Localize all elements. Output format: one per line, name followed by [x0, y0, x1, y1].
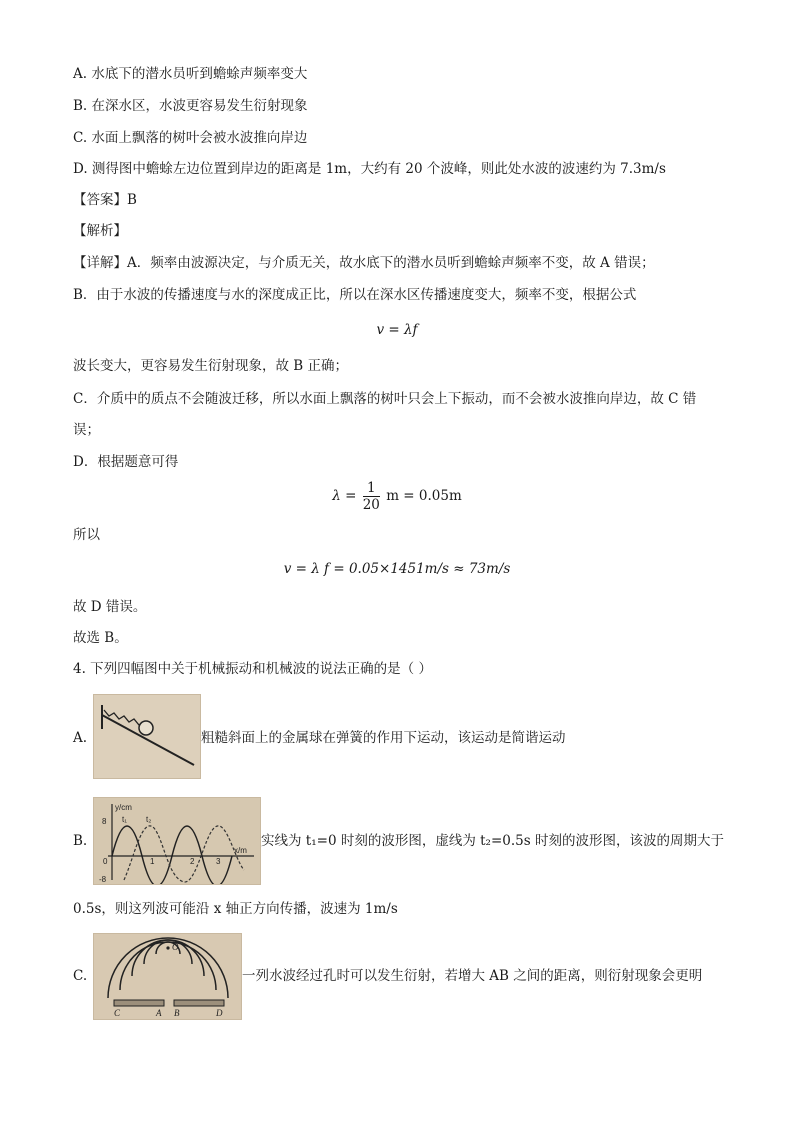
wave-y-label: y/cm — [115, 803, 132, 812]
point-b-label: B — [174, 1008, 180, 1018]
q4-option-c-text: 一列水波经过孔时可以发生衍射，若增大 AB 之间的距离，则衍射现象会更明 — [242, 968, 703, 984]
wave-graph-figure — [93, 797, 261, 885]
d-conclusion: 故 D 错误。 — [73, 599, 147, 615]
analysis-b: B．由于水波的传播速度与水的深度成正比，所以在深水区传播速度变大，频率不变，根据公式 — [73, 287, 637, 303]
formula-wavelength-right: m = 0.05m — [386, 488, 462, 504]
diffraction-figure — [93, 933, 242, 1020]
question4-stem: 4. 下列四幅图中关于机械振动和机械波的说法正确的是（ ） — [73, 661, 432, 677]
diffraction-drawing — [94, 934, 241, 1019]
wave-t1-label: t₁ — [122, 815, 127, 824]
q4-option-c-label: C. — [73, 968, 88, 984]
wave-graph-drawing — [94, 798, 260, 884]
wave-zero-label: 0 — [103, 857, 108, 866]
analysis-a: 【详解】A．频率由波源决定，与介质无关，故水底下的潜水员听到蟾蜍声频率不变，故 A 错误； — [73, 255, 655, 271]
final-answer: 故选 B。 — [73, 630, 128, 646]
formula-speed-calc: v = λ f = 0.05×1451m/s ≈ 73m/s — [283, 561, 511, 577]
fraction-numerator: 1 — [363, 480, 380, 497]
formula-wave-speed: v = λf — [376, 322, 418, 338]
q4-option-b-label: B. — [73, 833, 88, 849]
q4-option-b-text2: 0.5s，则这列波可能沿 x 轴正方向传播，波速为 1m/s — [73, 901, 398, 917]
so-line: 所以 — [73, 527, 100, 543]
wave-ymin-label: -8 — [99, 875, 107, 884]
answer-label: 【答案】B — [73, 192, 137, 208]
q4-option-b-text: 实线为 t₁=0 时刻的波形图，虚线为 t₂=0.5s 时刻的波形图，该波的周期大于 — [261, 833, 724, 849]
option-a-top: A. 水底下的潜水员听到蟾蜍声频率变大 — [73, 66, 308, 82]
analysis-d: D．根据题意可得 — [73, 454, 179, 470]
analysis-c1: C．介质中的质点不会随波迁移，所以水面上飘落的树叶只会上下振动，而不会被水波推向岸边，故 C 错 — [73, 391, 697, 407]
wave-one-label: 1 — [150, 857, 155, 866]
wave-x-label: x/m — [234, 846, 247, 855]
source-o-label: O — [172, 942, 179, 952]
analysis-b2: 波长变大，更容易发生衍射现象，故 B 正确； — [73, 358, 349, 374]
fraction-denominator: 20 — [362, 497, 380, 513]
wave-three-label: 3 — [216, 857, 221, 866]
incline-spring-drawing — [94, 695, 200, 778]
wave-t2-label: t₂ — [146, 815, 152, 824]
q4-option-a-text: 粗糙斜面上的金属球在弹簧的作用下运动，该运动是简谐运动 — [201, 730, 566, 746]
analysis-c2: 误； — [73, 422, 100, 438]
wave-ymax-label: 8 — [102, 817, 107, 826]
point-a-label: A — [156, 1008, 162, 1018]
fraction — [363, 480, 380, 513]
point-d-label: D — [216, 1008, 223, 1018]
point-c-label: C — [114, 1008, 121, 1018]
analysis-label: 【解析】 — [73, 223, 127, 239]
option-c-top: C. 水面上飘落的树叶会被水波推向岸边 — [73, 130, 308, 146]
option-b-top: B. 在深水区，水波更容易发生衍射现象 — [73, 98, 308, 114]
formula-wavelength-left: λ = — [332, 488, 357, 504]
incline-spring-figure — [93, 694, 201, 779]
option-d-top: D. 测得图中蟾蜍左边位置到岸边的距离是 1m，大约有 20 个波峰，则此处水波的波速约为 7.3m/s — [73, 161, 666, 177]
formula-wavelength — [0, 478, 794, 514]
q4-option-a-label: A. — [73, 730, 88, 746]
wave-two-label: 2 — [190, 857, 195, 866]
